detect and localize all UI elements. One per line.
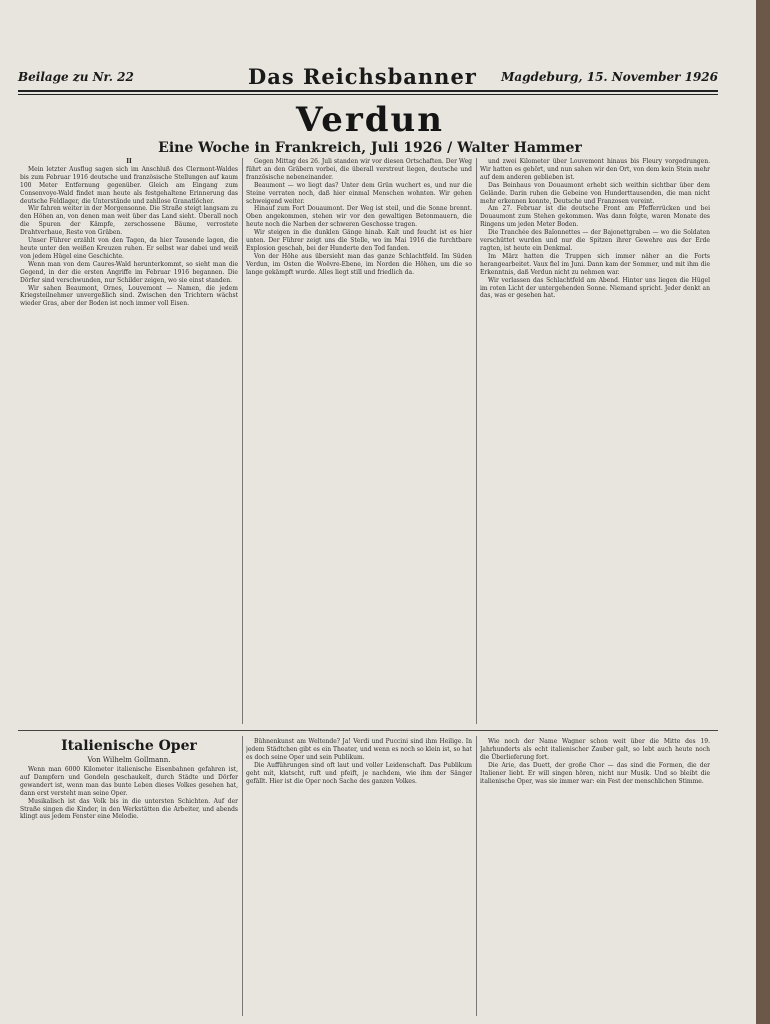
- masthead: [18, 64, 718, 89]
- paragraph: Wir steigen in die dunklen Gänge hinab. Kalt und feucht ist es hier unten. Der Führer zeigt uns die Stelle, wo im Mai 1916 die furchtbare Explosion geschah, bei der Hunderte den Tod fanden.: [246, 229, 472, 252]
- article-column-1: [20, 158, 238, 724]
- paragraph: Bühnenkunst am Weltende? Ja! Verdi und Puccini sind ihm Heilige. In jedem Städtchen gibt es ein Theater, und wenn es noch so klein ist, so hat es doch seine Oper und sein Publikum.: [246, 738, 472, 761]
- article2-title: Italienische Oper: [61, 738, 197, 754]
- section-number: II: [126, 158, 132, 165]
- paragraph: Wenn man 6000 Kilometer italienische Eisenbahnen gefahren ist, auf Dampfern und Gondeln geschaukelt, durch Städte und Dörfer gewandert ist, wenn man das bunte Leben dieses Volkes gesehen hat, dann erst versteht man seine Oper.: [20, 766, 238, 797]
- article-title: Verdun: [295, 100, 445, 140]
- paragraph: Wir fahren weiter in der Morgensonne. Die Straße steigt langsam zu den Höhen an, von denen man weit über das Land sieht. Überall noch die Spuren der Kämpfe, zerschossene Bäume, verrostete Drahtverhaue, Reste von Gräben.: [20, 205, 238, 237]
- article-column-2: [246, 158, 472, 724]
- paragraph: Die Tranchée des Baïonnettes — der Bajonettgraben — wo die Soldaten verschüttet wurden und nur die Spitzen ihrer Gewehre aus der Erde ragten, ist heute ein Denkmal.: [480, 229, 710, 252]
- paragraph: Am 27. Februar ist die deutsche Front am Pfefferrücken und bei Douaumont zum Stehen gekommen. Was dann folgte, waren Monate des Ringens um jeden Meter Boden.: [480, 205, 710, 229]
- paragraph: Von der Höhe aus übersieht man das ganze Schlachtfeld. Im Süden Verdun, im Osten die Woëvre-Ebene, im Norden die Höhen, um die so lange gekämpft wurde. Alles liegt still und friedlich da.: [246, 252, 472, 276]
- column-rule: [476, 736, 477, 1016]
- paragraph: Im März hatten die Truppen sich immer näher an die Forts herangearbeitet. Vaux fiel im Juni. Dann kam der Sommer, und mit ihm die Erkenntnis, daß Verdun nicht zu nehmen war.: [480, 252, 710, 276]
- paragraph: Beaumont — wo liegt das? Unter dem Grün wuchert es, und nur die Steine verraten noch, daß hier einmal Menschen wohnten. Wir gehen schweigend weiter.: [246, 181, 472, 205]
- paragraph: Hinauf zum Fort Douaumont. Der Weg ist steil, und die Sonne brennt. Oben angekommen, stehen wir vor den gewaltigen Betonmauern, die heute noch die Narben der schweren Geschosse tragen.: [246, 205, 472, 229]
- paragraph: Musikalisch ist das Volk bis in die untersten Schichten. Auf der Straße singen die Kinder, in den Werkstätten die Arbeiter, und abends klingt aus jedem Fenster eine Melodie.: [20, 797, 238, 821]
- article2-column-2: [246, 738, 472, 1014]
- paragraph: Die Aufführungen sind oft laut und voller Leidenschaft. Das Publikum geht mit, klatscht, ruft und pfeift, je nachdem, wie ihm der Sänger gefällt. Hier ist die Oper noch Sache des ganzen Volkes.: [246, 761, 472, 785]
- masthead-rule: [18, 90, 718, 92]
- issue-date: Magdeburg, 15. November 1926: [501, 70, 718, 84]
- section-separator: [18, 730, 718, 731]
- article-subtitle: Eine Woche in Frankreich, Juli 1926 / Walter Hammer: [158, 140, 582, 156]
- paragraph: Wie noch der Name Wagner schon weit über die Mitte des 19. Jahrhunderts als echt italienischer Zauber galt, so lebt auch heute noch die Überlieferung fort.: [480, 738, 710, 761]
- column-rule: [242, 736, 243, 1016]
- article2-column-3: [480, 738, 710, 1014]
- paragraph: Gegen Mittag des 26. Juli standen wir vor diesen Ortschaften. Der Weg führt an den Gräbern vorbei, die überall verstreut liegen, deutsche und französische nebeneinander.: [246, 158, 472, 181]
- column-rule: [476, 158, 477, 724]
- masthead-rule-thin: [18, 94, 718, 95]
- paragraph: Wir sahen Beaumont, Ornes, Louvemont — Namen, die jedem Kriegsteilnehmer unvergeßlich sind. Zwischen den Trichtern wächst wieder Gras, aber der Boden ist noch immer voll Eisen.: [20, 284, 238, 308]
- supplement-label: Beilage zu Nr. 22: [18, 70, 134, 84]
- article2-column-1: [20, 766, 238, 1014]
- paragraph: Unser Führer erzählt von den Tagen, da hier Tausende lagen, die heute unter den weißen Kreuzen ruhen. Er selbst war dabei und weiß von jedem Hügel eine Geschichte.: [20, 237, 238, 260]
- article2-byline: Von Wilhelm Gollmann.: [87, 756, 171, 764]
- paragraph: Die Arie, das Duett, der große Chor — das sind die Formen, die der Italiener liebt. Er will singen hören, nicht nur Musik. Und so bleibt die italienische Oper, was sie immer war: ein Fest der menschlichen Stimme.: [480, 761, 710, 785]
- paragraph: Mein letzter Ausflug sagen sich im Anschluß des Clermont-Waldes bis zum Februar 1916 deutsche und französische Stellungen auf kaum 100 Meter Entfernung gegenüber. Gleich am Eingang zum Consenvoye-Wald findet man heute als festgehaltene Erinnerung das deutsche Feldlager, die Unterstände und zahllose Granatlöcher.: [20, 165, 238, 205]
- newspaper-title: Das Reichsbanner: [248, 64, 477, 89]
- scan-border: [756, 0, 770, 1024]
- column-rule: [242, 158, 243, 724]
- article-column-3: [480, 158, 710, 724]
- paragraph: Wenn man von dem Caures-Wald herunterkommt, so sieht man die Gegend, in der die ersten Angriffe im Februar 1916 begannen. Die Dörfer sind verschwunden, nur Schilder zeigen, wo sie einst standen.: [20, 260, 238, 284]
- paragraph: Das Beinhaus von Douaumont erhebt sich weithin sichtbar über dem Gelände. Darin ruhen die Gebeine von Hunderttausenden, die man nicht mehr erkennen konnte, Deutsche und Franzosen vereint.: [480, 181, 710, 205]
- paragraph: Wir verlassen das Schlachtfeld am Abend. Hinter uns liegen die Hügel im roten Licht der untergehenden Sonne. Niemand spricht. Jeder denkt an das, was er gesehen hat.: [480, 276, 710, 300]
- paragraph: und zwei Kilometer über Louvemont hinaus bis Fleury vorgedrungen. Wir hatten es gehört, und nun sahen wir den Ort, von dem kein Stein mehr auf dem anderen geblieben ist.: [480, 158, 710, 181]
